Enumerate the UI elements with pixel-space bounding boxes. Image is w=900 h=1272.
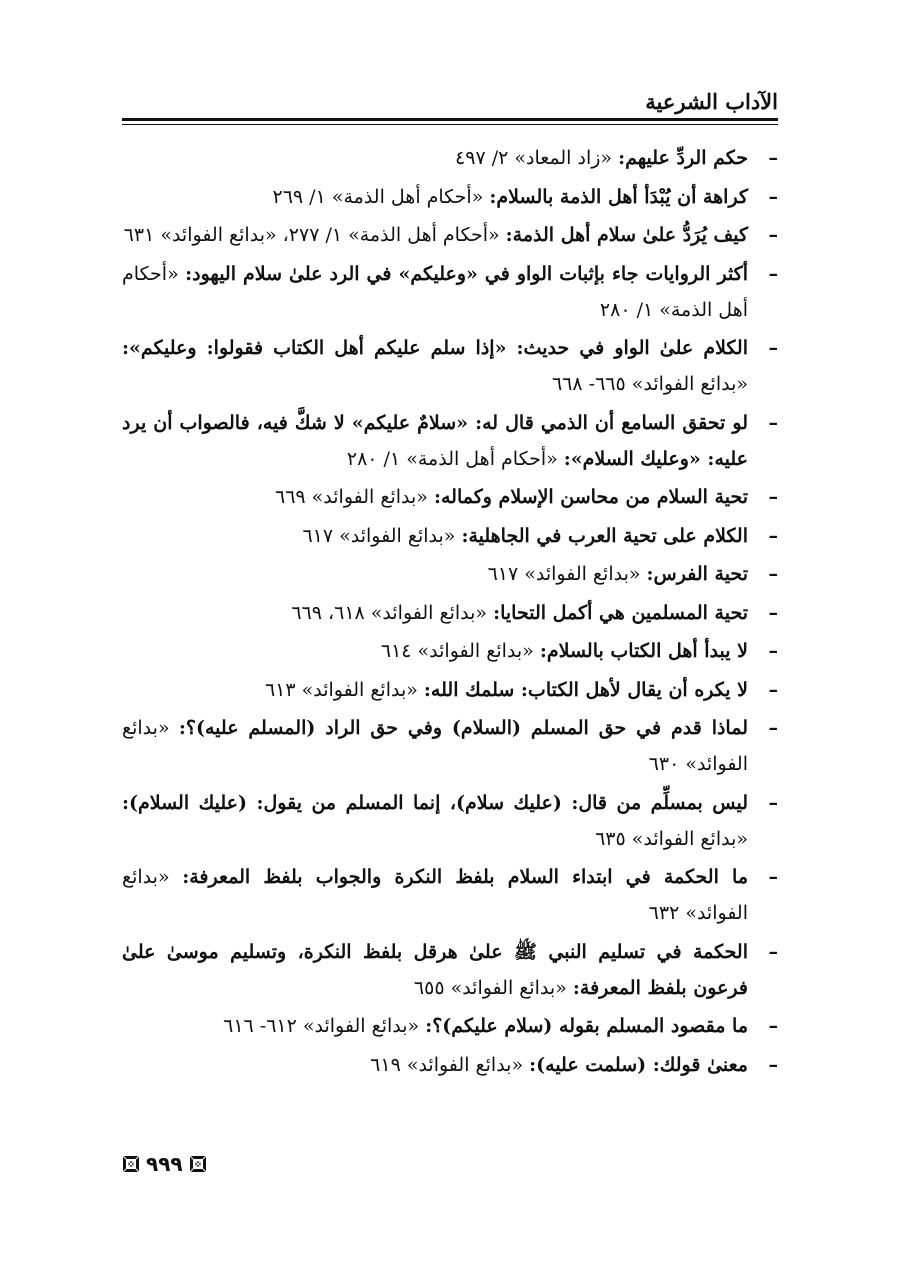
entry-dash: – [768,866,778,888]
index-entry [122,672,778,708]
entry-dash: – [768,411,778,434]
page-number: ٩٩٩ [146,1152,183,1176]
entry-topic: الكلام علىٰ الواو في حديث: «إذا سلم عليكم أهل الكتاب فقولوا: وعليكم»: [122,337,748,359]
index-entry [122,330,778,402]
entry-topic: كيف يُرَدُّ علىٰ سلام أهل الذمة: [505,224,748,246]
entry-topic: لماذا قدم في حق المسلم (السلام) وفي حق الراد (المسلم عليه)؟: [178,717,748,739]
entry-dash: – [768,185,778,208]
index-entry [122,710,778,782]
entry-reference: «بدائع الفوائد» ٦١٣ [264,678,424,701]
header-rule-thin [122,124,778,125]
index-entry [122,934,778,1006]
index-entry [122,1008,778,1044]
entry-dash: – [768,147,778,169]
entry-dash: – [768,717,778,739]
index-entry [122,179,778,215]
entry-dash: – [768,678,778,701]
entry-reference: «بدائع الفوائد» ٦١٢- ٦١٦ [223,1015,426,1037]
entry-dash: – [768,791,778,814]
entry-reference: «أحكام أهل الذمة» ١/ ٢٨٠ [122,262,748,321]
page-footer [122,1150,207,1178]
entry-topic: ليس بمسلِّم من قال: (عليك سلام)، إنما المسلم من يقول: (عليك السلام): [122,791,748,814]
entry-topic: معنىٰ قولك: (سلمت عليه): [529,1053,748,1076]
index-entry [122,140,778,176]
index-entry-list [122,140,778,1085]
index-entry [122,859,778,931]
entry-dash: – [768,1015,778,1037]
entry-reference: «بدائع الفوائد» ٦٦٥- ٦٦٨ [551,373,748,395]
entry-reference: «أحكام أهل الذمة» ١/ ٢٧٧، «بدائع الفوائد» ٦٣١ [123,224,506,246]
entry-reference: «بدائع الفوائد» ٦١٤ [380,640,540,662]
entry-dash: – [768,1053,778,1076]
entry-topic: ما مقصود المسلم بقوله (سلام عليكم)؟: [425,1015,748,1037]
entry-reference: «بدائع الفوائد» ٦١٩ [370,1053,530,1076]
index-entry [122,405,778,477]
entry-topic: لا يبدأ أهل الكتاب بالسلام: [539,640,748,662]
index-entry [122,1047,778,1083]
entry-reference: «بدائع الفوائد» ٦١٧ [302,524,462,547]
index-entry [122,556,778,592]
entry-topic: تحية السلام من محاسن الإسلام وكماله: [433,486,748,508]
entry-topic: لو تحقق السامع أن الذمي قال له: «سلامٌ عليكم» لا شكَّ فيه، فالصواب أن يرد عليه: «وعليك السلام»: [122,411,748,470]
entry-dash: – [768,640,778,662]
entry-dash: – [768,486,778,508]
entry-reference: «زاد المعاد» ٢/ ٤٩٧ [455,147,619,169]
entry-reference: «بدائع الفوائد» ٦١٧ [487,563,647,585]
running-header-title: الآداب الشرعية [645,89,778,114]
entry-topic: أكثر الروايات جاء بإثبات الواو في «وعليكم» في الرد علىٰ سلام اليهود: [185,262,748,285]
entry-reference: «بدائع الفوائد» ٦٣٥ [595,827,748,850]
entry-reference: «بدائع الفوائد» ٦٥٥ [413,976,573,999]
ornament-icon [189,1155,207,1173]
header-rule-thick [122,118,778,121]
entry-reference: «بدائع الفوائد» ٦٦٩ [274,486,434,508]
entry-topic: ما الحكمة في ابتداء السلام بلفظ النكرة والجواب بلفظ المعرفة: [182,866,748,888]
entry-dash: – [768,524,778,547]
entry-dash: – [768,940,778,963]
index-entry [122,518,778,554]
entry-reference: «بدائع الفوائد» ٦١٨، ٦٦٩ [291,601,494,624]
index-entry [122,633,778,669]
entry-topic: تحية المسلمين هي أكمل التحايا: [493,601,748,624]
entry-dash: – [768,262,778,285]
index-entry [122,217,778,253]
entry-topic: كراهة أن يُبْدَأ أهل الذمة بالسلام: [489,185,748,208]
index-entry [122,595,778,631]
entry-dash: – [768,224,778,246]
ornament-icon [122,1155,140,1173]
index-entry [122,479,778,515]
entry-reference: «أحكام أهل الذمة» ١/ ٢٦٩ [272,185,490,208]
entry-reference: «أحكام أهل الذمة» ١/ ٢٨٠ [346,447,564,470]
entry-dash: – [768,563,778,585]
entry-topic: الحكمة في تسليم النبي ﷺ علىٰ هرقل بلفظ النكرة، وتسليم موسىٰ علىٰ فرعون بلفظ المعرفة: [122,940,748,999]
entry-topic: حكم الردِّ عليهم: [618,147,748,169]
index-entry [122,785,778,857]
entry-dash: – [768,337,778,359]
index-entry [122,256,778,328]
entry-dash: – [768,601,778,624]
entry-topic: لا يكره أن يقال لأهل الكتاب: سلمك الله: [423,678,748,701]
entry-reference: «بدائع الفوائد» ٦٣٠ [122,717,748,775]
entry-reference: «بدائع الفوائد» ٦٣٢ [122,866,748,924]
entry-topic: الكلام على تحية العرب في الجاهلية: [461,524,748,547]
entry-topic: تحية الفرس: [646,563,748,585]
